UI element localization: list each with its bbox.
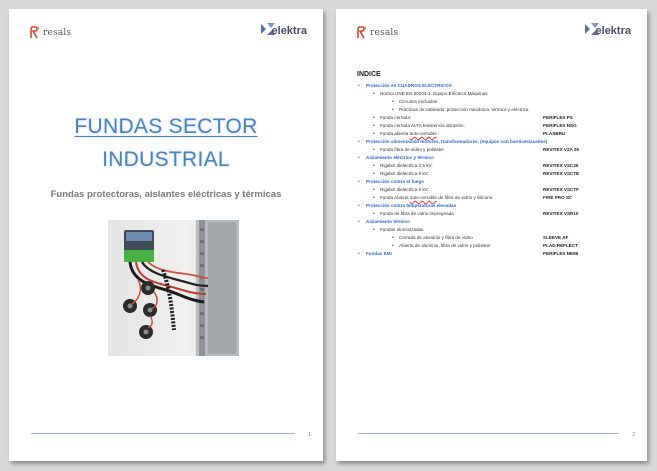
elektra-logo (584, 22, 631, 36)
toc-section[interactable] (336, 218, 647, 226)
toc-text: Rigidez dieléctrica 2,5 kV: (380, 163, 433, 168)
bullet-icon: • (358, 83, 360, 89)
bullet-icon: • (373, 211, 375, 217)
toc-product: REVITEX VSR10 (543, 211, 579, 216)
toc-subitem[interactable] (336, 106, 647, 114)
toc-item[interactable] (336, 130, 647, 138)
cover-title-line2: INDUSTRIAL (102, 148, 230, 171)
toc-product: PERIFLEX PS (543, 115, 573, 120)
toc-text: Protección en CUADROS ELECTRICOS (366, 83, 452, 88)
toc-text: Protección alimentación motores, transformadores, (equipos con barnices/aceites) (366, 139, 548, 144)
toc-text-part: de fibra de vidrio y silicona (436, 195, 493, 200)
toc-text: Cerrada de aluminio y fibra de vidrio (399, 235, 473, 240)
bullet-icon: • (373, 195, 375, 201)
bullet-icon: • (392, 243, 394, 249)
bullet-icon: • (373, 147, 375, 153)
bullet-icon: • (358, 179, 360, 185)
elektra-logo-text: elektra (595, 25, 631, 37)
toc-product: SLEEVE AF (543, 235, 569, 240)
toc-product: PLAD REFLECT (543, 243, 578, 248)
bullet-icon: • (358, 219, 360, 225)
toc-item[interactable] (336, 210, 647, 218)
elektra-logo (260, 22, 307, 36)
resals-logo-icon (29, 26, 40, 39)
toc-text: Aislamiento eléctrico y térmico (366, 155, 434, 160)
bullet-icon: • (373, 115, 375, 121)
toc-section[interactable] (336, 154, 647, 162)
toc-subitem[interactable] (336, 234, 647, 242)
toc-section[interactable] (336, 82, 647, 90)
toc-text: Funda de fibra de vidrio impregnada (380, 211, 454, 216)
bullet-icon: • (373, 91, 375, 97)
toc-text (380, 194, 492, 202)
bullet-icon: • (358, 251, 360, 257)
bullet-icon: • (358, 203, 360, 209)
bullet-icon: • (373, 123, 375, 129)
toc-section[interactable] (336, 178, 647, 186)
resals-logo (29, 26, 71, 39)
toc-product: REVITEX VSC25 (543, 163, 579, 168)
toc-item[interactable] (336, 226, 647, 234)
toc-item[interactable] (336, 170, 647, 178)
bullet-icon: • (373, 131, 375, 137)
bullet-icon: • (373, 171, 375, 177)
toc-product: REVITEX V2A 25 (543, 147, 580, 152)
cover-title-line1: FUNDAS SECTOR (74, 115, 258, 138)
footer-rule (31, 433, 295, 434)
toc-text: Funda fibra de vidrio y poliéster (380, 147, 445, 152)
cover-subtitle: Fundas protectoras, aislantes eléctricas y térmicas (50, 189, 282, 200)
bullet-icon: • (373, 163, 375, 169)
toc-text: Abierta de aluminio, fibra de vidrio y poliéster (399, 243, 491, 248)
bullet-icon: • (358, 139, 360, 145)
toc-product: FIRE PRO SC (543, 195, 573, 200)
toc-item[interactable] (336, 114, 647, 122)
spellcheck-word: auto-cerrable (409, 195, 437, 200)
toc-product: REVITEX VSCTF (543, 187, 579, 192)
toc-item[interactable] (336, 162, 647, 170)
toc-item[interactable] (336, 90, 647, 98)
page-number: 2 (632, 432, 635, 438)
bullet-icon: • (373, 187, 375, 193)
toc-item[interactable] (336, 194, 647, 202)
toc-item[interactable] (336, 146, 647, 154)
toc-text: Fundas aluminizadas (380, 227, 424, 232)
toc-text: Fundas EMI (366, 251, 392, 256)
toc-text: Funda cerrada ALTA resistencia abrasión: (380, 123, 465, 128)
toc-subitem[interactable] (336, 242, 647, 250)
elektra-logo-text: elektra (271, 25, 307, 37)
cover-page (9, 9, 323, 461)
resals-logo-icon (356, 26, 367, 39)
toc-text: Rigidez dieléctrica 6 kV: (380, 187, 429, 192)
page-number: 1 (308, 432, 311, 438)
toc-text-part: Funda Abierta (380, 195, 410, 200)
resals-logo (356, 26, 398, 39)
bullet-icon: • (392, 99, 394, 105)
bullet-icon: • (392, 107, 394, 113)
cabinet-wiring-illustration (108, 220, 239, 356)
toc-text: Funda cerrada: (380, 115, 412, 120)
toc-text-part: : (436, 131, 440, 136)
toc-text: Prácticas de cableado: protección mecánica, térmica y eléctrica (399, 107, 529, 112)
index-heading: INDICE (357, 71, 381, 78)
toc-text (380, 130, 439, 138)
resals-logo-text: resals (370, 27, 399, 38)
toc-item[interactable] (336, 122, 647, 130)
toc-text-part: Funda abierta (380, 131, 410, 136)
toc-product: PERIFLEX NSG (543, 123, 577, 128)
bullet-icon: • (392, 235, 394, 241)
footer-rule (358, 433, 619, 434)
toc-product: PLASBRU (543, 131, 566, 136)
toc-subitem[interactable] (336, 98, 647, 106)
toc-text: Circuitos excluidos (399, 99, 438, 104)
bullet-icon: • (373, 227, 375, 233)
spellcheck-word: auto-cerrable (409, 131, 437, 136)
toc-product: PERIFLEX NEMI (543, 251, 579, 256)
resals-logo-text: resals (43, 27, 72, 38)
electrical-cabinet-photo (108, 220, 239, 356)
toc-text: Aislamiento térmico (366, 219, 410, 224)
index-page (336, 9, 647, 461)
toc-product: REVITEX VSCTE (543, 171, 580, 176)
toc-section[interactable] (336, 138, 647, 146)
toc-text: Protección contra el fuego (366, 179, 424, 184)
bullet-icon: • (358, 155, 360, 161)
toc-text: Norma UNE EN 60204-1. Equipo Eléctrico Máquinas (380, 91, 488, 96)
toc-text: Protección contra temperaturas elevadas (366, 203, 457, 208)
toc-item[interactable] (336, 186, 647, 194)
toc-text: Rigidez dieléctrica 6 kV: (380, 171, 429, 176)
toc-section[interactable] (336, 202, 647, 210)
toc-section[interactable] (336, 250, 647, 258)
